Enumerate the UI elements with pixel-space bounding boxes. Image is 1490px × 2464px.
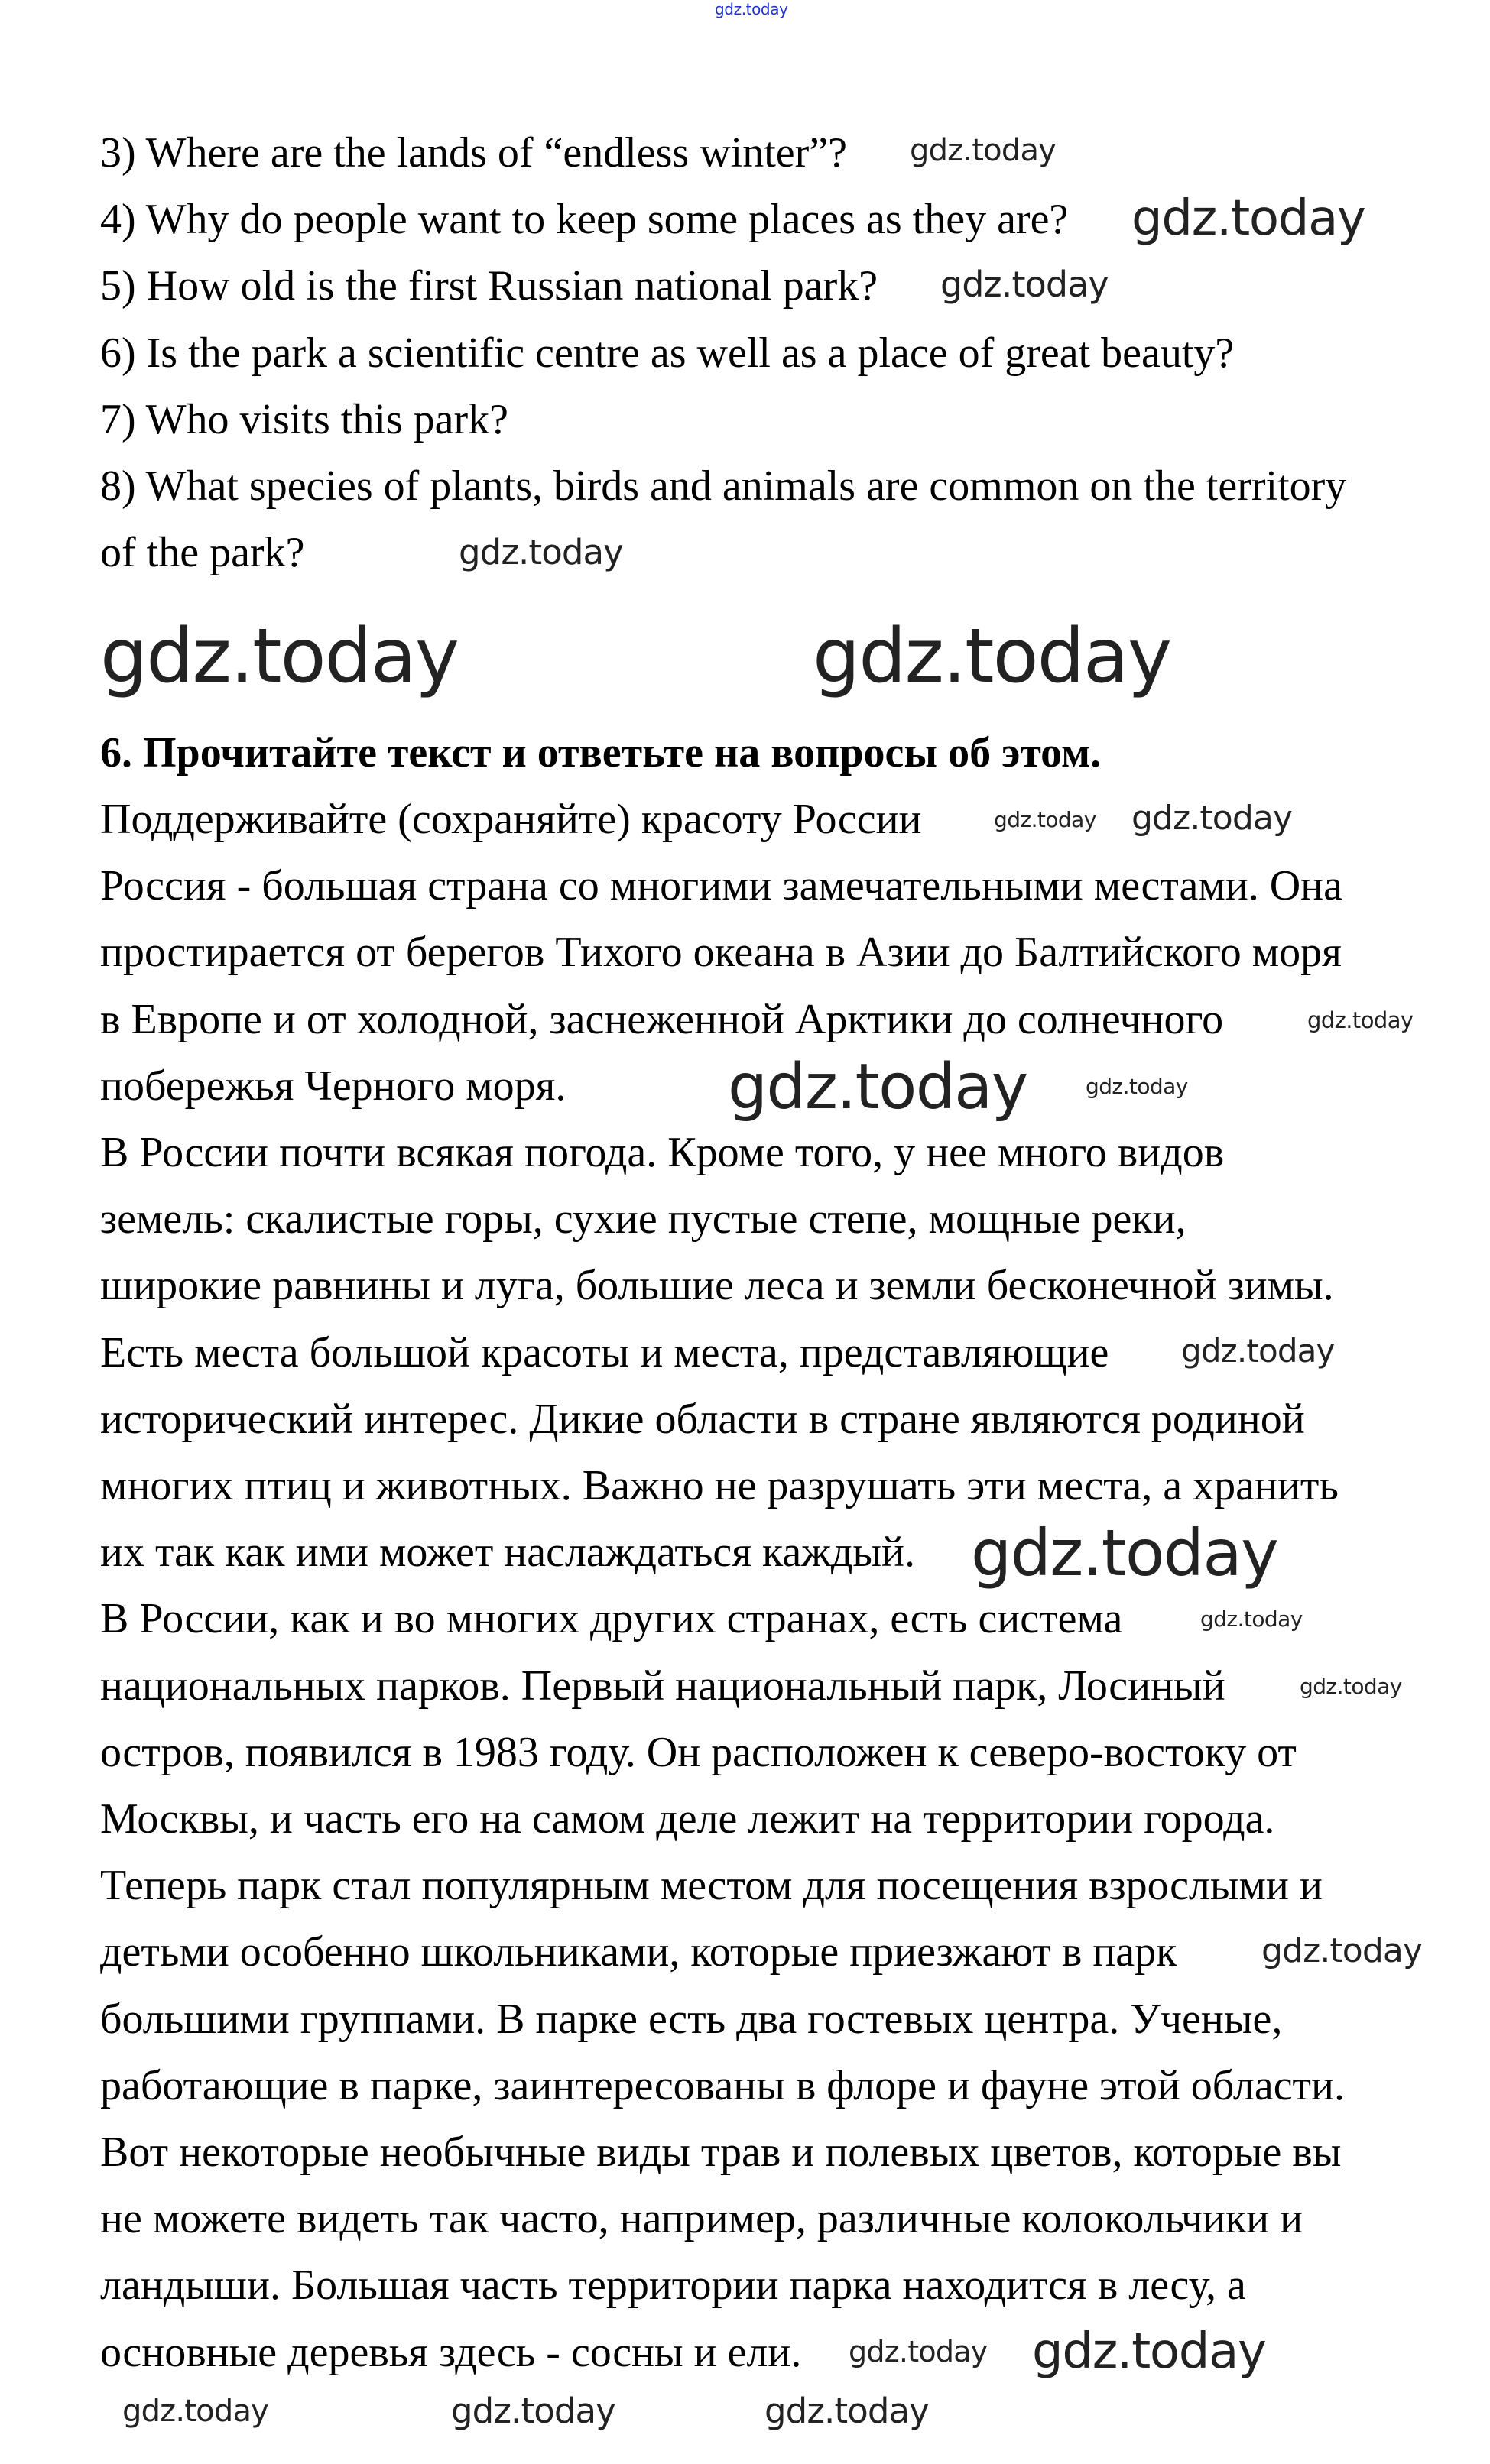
text-line: остров, появился в 1983 году. Он расположен к северо-востоку от <box>100 1728 1297 1776</box>
watermark: gdz.today <box>1086 1074 1188 1099</box>
text-line: детьми особенно школьниками, которые приезжают в парк <box>100 1928 1177 1976</box>
header-watermark: gdz.today <box>715 0 788 18</box>
watermark: gdz.today <box>1307 1007 1414 1033</box>
text-line: Вот некоторые необычные виды трав и полевых цветов, которые вы <box>100 2128 1342 2176</box>
watermark: gdz.today <box>459 532 623 572</box>
text-line: в Европе и от холодной, заснеженной Арктики до солнечного <box>100 995 1224 1043</box>
watermark: gdz.today <box>1181 1332 1335 1370</box>
watermark: gdz.today <box>910 133 1057 168</box>
watermark: gdz.today <box>813 613 1171 700</box>
question-8-cont: of the park? <box>100 529 305 577</box>
text-line: Есть места большой красоты и места, представляющие <box>100 1328 1109 1376</box>
watermark: gdz.today <box>1300 1674 1402 1699</box>
watermark: gdz.today <box>849 2335 988 2368</box>
text-line: В России, как и во многих других странах, есть система <box>100 1595 1123 1643</box>
text-line: национальных парков. Первый национальный парк, Лосиный <box>100 1662 1225 1710</box>
text-line: их так как ими может наслаждаться каждый. <box>100 1529 915 1577</box>
text-line: многих птиц и животных. Важно не разрушать эти места, а хранить <box>100 1462 1339 1509</box>
text-line: земель: скалистые горы, сухие пустые степе, мощные реки, <box>100 1195 1186 1243</box>
watermark: gdz.today <box>451 2391 615 2431</box>
task-heading: 6. Прочитайте текст и ответьте на вопросы об этом. <box>100 728 1102 776</box>
question-6: 6) Is the park a scientific centre as well as a place of great beauty? <box>100 329 1235 377</box>
question-7: 7) Who visits this park? <box>100 395 509 443</box>
text-line: ландыши. Большая часть территории парка находится в лесу, а <box>100 2261 1246 2310</box>
question-4: 4) Why do people want to keep some places as they are? <box>100 196 1069 244</box>
text-line: не можете видеть так часто, например, различные колокольчики и <box>100 2195 1303 2243</box>
watermark: gdz.today <box>122 2394 269 2429</box>
watermark: gdz.today <box>1032 2323 1266 2380</box>
text-line: большими группами. В парке есть два гостевых центра. Ученые, <box>100 1995 1283 2043</box>
text-line: исторический интерес. Дикие области в стране являются родиной <box>100 1395 1305 1443</box>
watermark: gdz.today <box>100 613 459 700</box>
watermark: gdz.today <box>940 264 1109 305</box>
question-8: 8) What species of plants, birds and animals are common on the territory <box>100 462 1347 510</box>
watermark: gdz.today <box>1131 190 1365 247</box>
watermark: gdz.today <box>1200 1606 1303 1632</box>
watermark: gdz.today <box>764 2391 929 2431</box>
text-line: В России почти всякая погода. Кроме того, у нее много видов <box>100 1129 1225 1176</box>
watermark: gdz.today <box>994 807 1096 832</box>
question-5: 5) How old is the first Russian national park? <box>100 262 878 310</box>
watermark: gdz.today <box>1261 1931 1423 1970</box>
text-title: Поддерживайте (сохраняйте) красоту России <box>100 796 922 843</box>
text-line: Теперь парк стал популярным местом для посещения взрослыми и <box>100 1862 1323 1910</box>
text-line: простирается от берегов Тихого океана в Азии до Балтийского моря <box>100 929 1342 977</box>
watermark: gdz.today <box>1131 799 1293 838</box>
text-line: широкие равнины и луга, большие леса и земли бесконечной зимы. <box>100 1262 1334 1310</box>
question-3: 3) Where are the lands of “endless winter”? <box>100 129 847 177</box>
text-line: работающие в парке, заинтересованы в флоре и фауне этой области. <box>100 2061 1345 2109</box>
text-line: основные деревья здесь - сосны и ели. <box>100 2328 802 2376</box>
text-line: Россия - большая страна со многими замечательными местами. Она <box>100 862 1342 910</box>
text-line: побережья Черного моря. <box>100 1062 566 1110</box>
text-line: Москвы, и часть его на самом деле лежит на территории города. <box>100 1795 1275 1843</box>
watermark: gdz.today <box>971 1516 1278 1590</box>
watermark: gdz.today <box>728 1051 1027 1123</box>
